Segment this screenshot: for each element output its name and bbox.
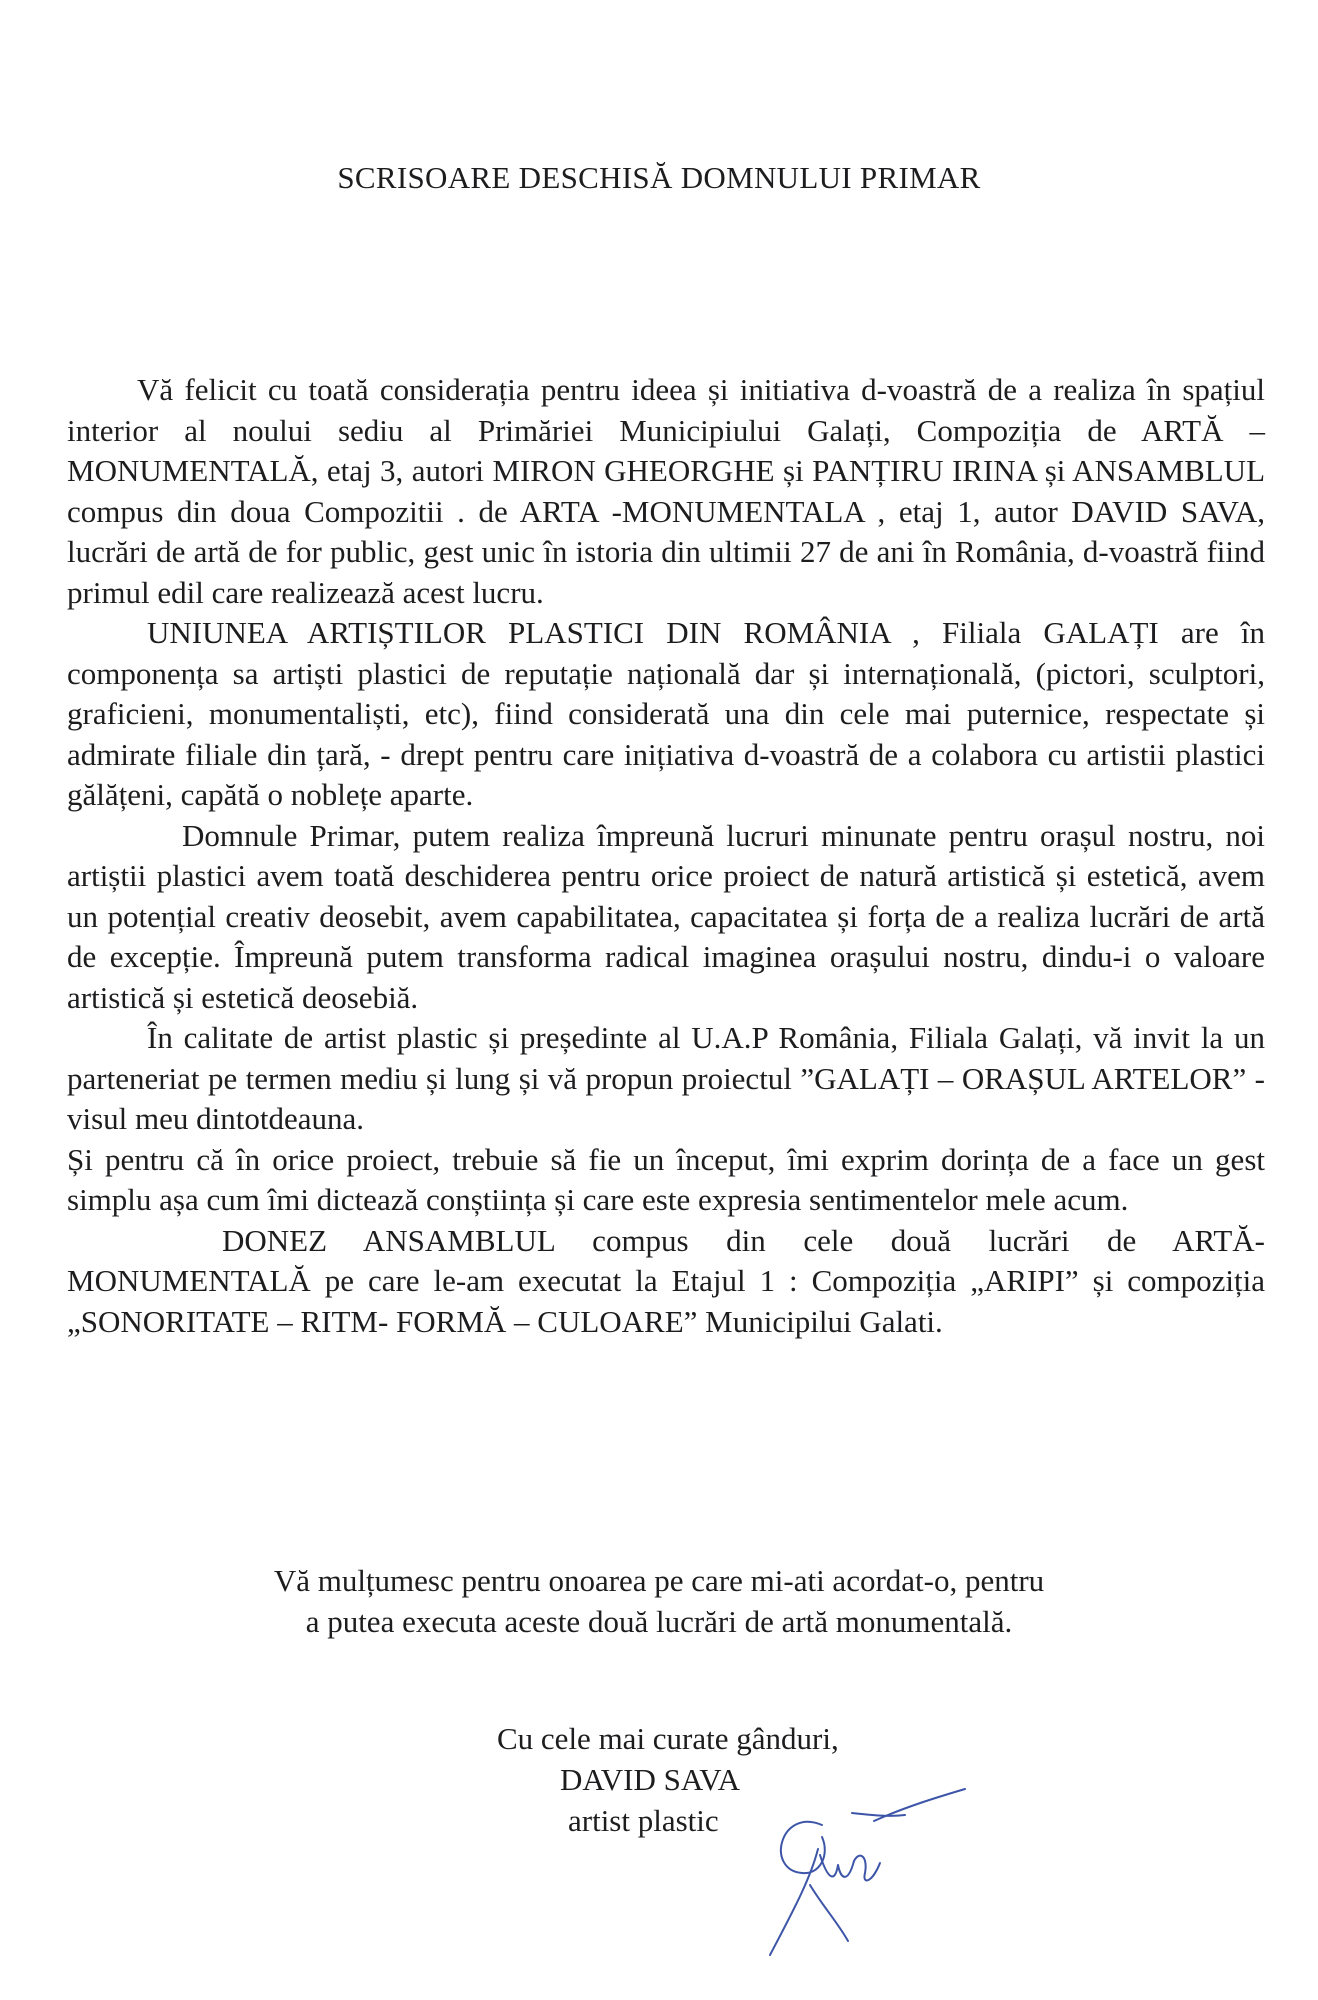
- paragraph-uap-branch: UNIUNEA ARTIȘTILOR PLASTICI DIN ROMÂNIA , Filiala GALAȚI are în componența sa artiști plastici de reputație națională dar și internațională, (pictori, sculptori, graficieni, monumentaliști, etc), fiind considerată una din cele mai puternice, respectate și admirate filiale din țară, - drept pentru care inițiativa d-voastră de a colabora cu artistii plastici gălățeni, capătă o noblețe aparte.: [67, 615, 1265, 812]
- paragraph-donation: DONEZ ANSAMBLUL compus din cele două lucrări de ARTĂ-MONUMENTALĂ pe care le-am executat la Etajul 1 : Compoziția „ARIPI” și compoziția „SONORITATE – RITM- FORMĂ – CULOARE” Municipilui Galati.: [67, 1222, 1265, 1339]
- paragraph-partnership: În calitate de artist plastic și președinte al U.A.P România, Filiala Galați, vă invit la un parteneriat pe termen mediu și lung și vă propun proiectul ”GALAȚI – ORAȘUL ARTELOR” -visul meu dintotdeauna.: [67, 1020, 1265, 1136]
- closing-salutation: Cu cele mai curate gânduri,: [497, 1721, 839, 1756]
- letter-body: [67, 370, 1265, 1342]
- thanks-line: Vă mulțumesc pentru onoarea pe care mi-ati acordat-o, pentru: [273, 1563, 1045, 1598]
- handwritten-signature-icon: [710, 1755, 970, 1965]
- letter-title: SCRISOARE DESCHISĂ DOMNULUI PRIMAR: [337, 160, 981, 195]
- paragraph-address-mayor: Domnule Primar, putem realiza împreună lucruri minunate pentru orașul nostru, noi artiștii plastici avem toată deschiderea pentru orice proiect de natură artistică și estetică, avem un potențial creativ deosebit, avem capabilitatea, capacitatea și forța de a realiza lucrări de artă de excepție. Împreună putem transforma radical imaginea orașului nostru, dindu-i o valoare artistică și estetică deosebiă.: [67, 817, 1265, 1015]
- author-role: artist plastic: [568, 1803, 719, 1838]
- paragraph-congratulations: Vă felicit cu toată considerația pentru ideea și initiativa d-voastră de a realiza în spațiul interior al noului sediu al Primăriei Municipiului Galați, Compoziția de ARTĂ – MONUMENTALĂ, etaj 3, autori MIRON GHEORGHE și PANȚIRU IRINA și ANSAMBLUL compus din doua Compozitii . de ARTA -MONUMENTALA , etaj 1, autor DAVID SAVA, lucrări de artă de for public, gest unic în istoria din ultimii 27 de ani în România, d-voastră fiind primul edil care realizează acest lucru.: [67, 372, 1265, 610]
- thanks-block: [200, 1560, 1118, 1642]
- thanks-line: a putea executa aceste două lucrări de artă monumentală.: [305, 1604, 1013, 1639]
- author-name: DAVID SAVA: [560, 1762, 741, 1797]
- paragraph-gesture: Și pentru că în orice proiect, trebuie să fie un început, îmi exprim dorința de a face un gest simplu așa cum îmi dictează conștiința și care este expresia sentimentelor mele acum.: [67, 1141, 1265, 1217]
